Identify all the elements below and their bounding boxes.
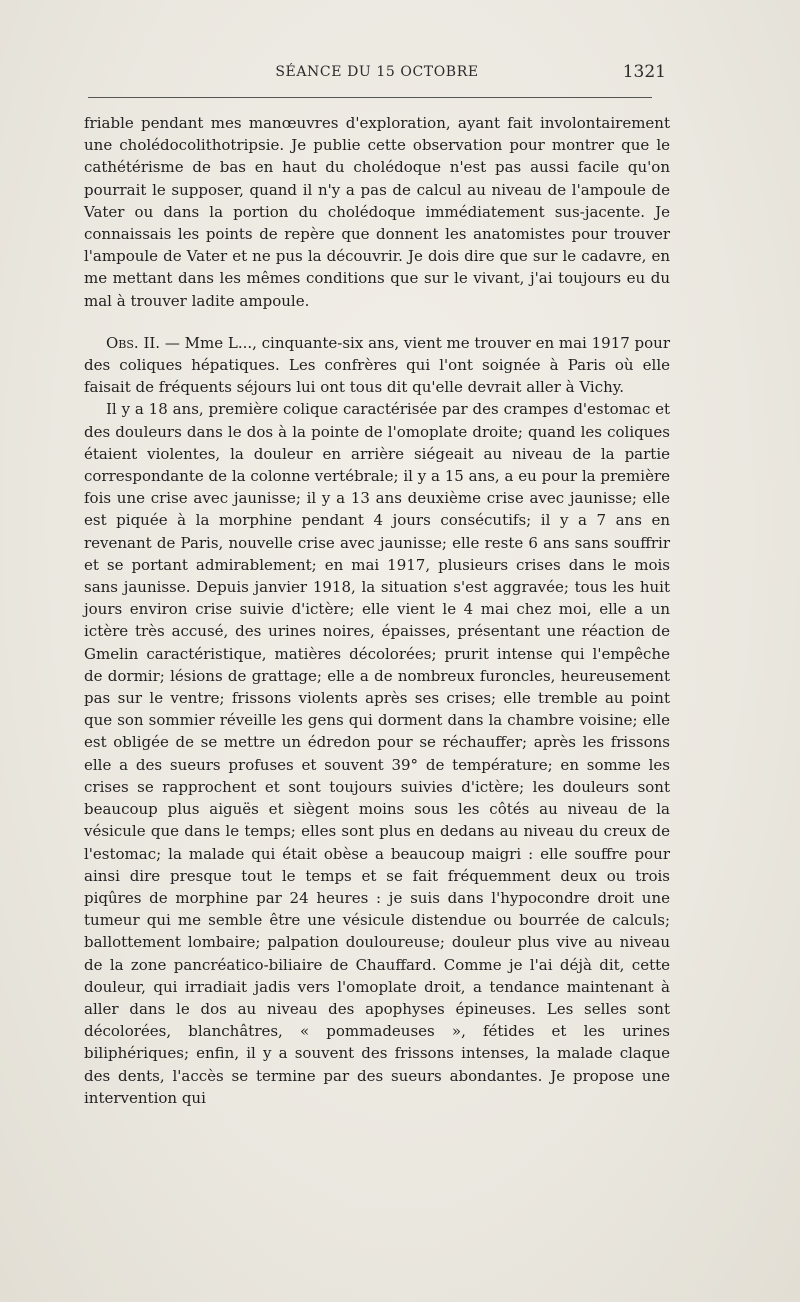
paragraph-observation (84, 332, 670, 399)
page-header (84, 60, 670, 86)
body-text (84, 112, 670, 1109)
paragraph-history: Il y a 18 ans, première colique caractérisée par des crampes d'estomac et des douleurs dans le dos à la pointe de l'omoplate droite; quand les coliques étaient violentes, la douleur en arrière siégeait au niveau de la partie correspondante de la colonne vertébrale; il y a 15 ans, a eu pour la première fois une crise avec jaunisse; il y a 13 ans deuxième crise avec jaunisse; elle est piquée à la morphine pendant 4 jours consécutifs; il y a 7 ans en revenant de Paris, nouvelle crise avec jaunisse; elle reste 6 ans sans souffrir et se portant admirablement; en mai 1917, plusieurs crises dans le mois sans jaunisse. Depuis janvier 1918, la situation s'est aggravée; tous les huit jours environ crise suivie d'ictère; elle vient le 4 mai chez moi, elle a un ictère très accusé, des urines noires, épaisses, présentant une réaction de Gmelin caractéristique, matières décolorées; prurit intense qui l'empêche de dormir; lésions de grattage; elle a de nombreux furoncles, heureusement pas sur le ventre; frissons violents après ses crises; elle tremble au point que son sommier réveille les gens qui dorment dans la chambre voisine; elle est obligée de se mettre un édredon pour se réchauffer; après les frissons elle a des sueurs profuses et souvent 39° de température; en somme les crises se rapprochent et sont toujours suivies d'ictère; les douleurs sont beaucoup plus aiguës et siègent moins sous les côtés au niveau de la vésicule que dans le temps; elles sont plus en dedans au niveau du creux de l'estomac; la malade qui était obèse a beaucoup maigri : elle souffre pour ainsi dire presque tout le temps et se fait fréquemment deux ou trois piqûres de morphine par 24 heures : je suis dans l'hypocondre droit une tumeur qui me semble être une vésicule distendue ou bourrée de calculs; ballottement lombaire; palpation douloureuse; douleur plus vive au niveau de la zone pancréatico-biliaire de Chauffard. Comme je l'ai déjà dit, cette douleur, qui irradiait jadis vers l'omoplate droit, a tendance maintenant à aller dans le dos au niveau des apophyses épineuses. Les selles sont décolorées, blanchâtres, « pommadeuses », fétides et les urines biliphériques; enfin, il y a souvent des frissons intenses, la malade claque des dents, l'accès se termine par des sueurs abondantes. Je propose une intervention qui (84, 400, 670, 1107)
paragraph-gap (84, 312, 670, 332)
page-number: 1321 (622, 62, 666, 82)
header-rule (88, 97, 652, 98)
paragraph-continuation: friable pendant mes manœuvres d'exploration, ayant fait involontairement une cholédocolithotripsie. Je publie cette observation pour montrer que le cathétérisme de bas en haut du cholédoque n'est pas aussi facile qu'on pourrait le supposer, quand il n'y a pas de calcul au niveau de l'ampoule de Vater ou dans la portion du cholédoque immédiatement sus-jacente. Je connaissais les points de repère que donnent les anatomistes pour trouver l'ampoule de Vater et ne pus la découvrir. Je dois dire que sur le cadavre, en me mettant dans les mêmes conditions que sur le vivant, j'ai toujours eu du mal à trouver ladite ampoule. (84, 114, 670, 310)
observation-text: — Mme L..., cinquante-six ans, vient me trouver en mai 1917 pour des coliques hépatiques. Les confrères qui l'ont soignée à Paris où elle faisait de fréquents séjours lui ont tous dit qu'elle devrait aller à Vichy. (84, 333, 671, 397)
observation-label: Obs. II. (106, 333, 161, 352)
running-head: SÉANCE DU 15 OCTOBRE (275, 64, 479, 80)
